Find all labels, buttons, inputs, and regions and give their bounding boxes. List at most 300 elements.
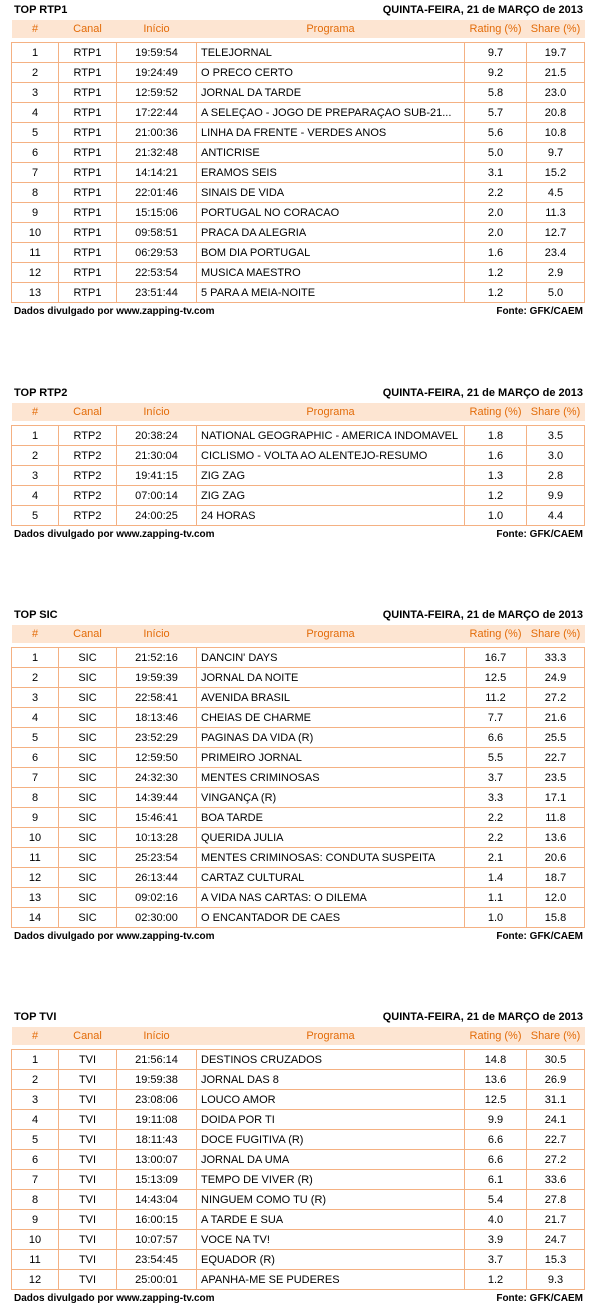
table-row	[12, 668, 585, 688]
column-header-num: #	[31, 1030, 39, 1042]
table-header-row	[12, 403, 585, 421]
table-row	[12, 748, 585, 768]
share-cell: 24.9	[527, 668, 585, 688]
rating-cell: 5.8	[465, 83, 527, 103]
ratings-table	[11, 1027, 585, 1290]
share-cell: 3.5	[527, 426, 585, 446]
start-time-cell: 18:13:46	[117, 708, 197, 728]
start-time-cell: 15:15:06	[117, 203, 197, 223]
rating-cell: 5.4	[465, 1190, 527, 1210]
rating-cell: 2.2	[465, 828, 527, 848]
start-time-cell: 14:14:21	[117, 163, 197, 183]
table-row	[12, 808, 585, 828]
share-cell: 13.6	[527, 828, 585, 848]
rank-cell: 1	[12, 43, 59, 63]
rating-cell: 6.1	[465, 1170, 527, 1190]
rank-cell: 4	[12, 1110, 59, 1130]
rank-cell: 10	[12, 828, 59, 848]
start-time-cell: 19:59:54	[117, 43, 197, 63]
section-title: TOP RTP1	[14, 4, 68, 16]
start-time-cell: 25:23:54	[117, 848, 197, 868]
column-header-canal: Canal	[73, 628, 102, 640]
rating-cell: 1.2	[465, 283, 527, 303]
rating-cell: 5.6	[465, 123, 527, 143]
data-credit: Dados divulgado por www.zapping-tv.com	[14, 529, 215, 540]
share-cell: 30.5	[527, 1050, 585, 1070]
channel-cell: SIC	[59, 828, 117, 848]
rank-cell: 12	[12, 1270, 59, 1290]
program-cell: O PRECO CERTO	[197, 63, 465, 83]
channel-cell: RTP1	[59, 123, 117, 143]
rank-cell: 1	[12, 648, 59, 668]
column-header-share: Share (%)	[530, 23, 581, 35]
column-header-inicio: Início	[143, 628, 170, 640]
rank-cell: 3	[12, 688, 59, 708]
rating-cell: 12.5	[465, 668, 527, 688]
share-cell: 24.1	[527, 1110, 585, 1130]
table-row	[12, 223, 585, 243]
column-header-canal: Canal	[73, 1030, 102, 1042]
share-cell: 25.5	[527, 728, 585, 748]
program-cell: LOUCO AMOR	[197, 1090, 465, 1110]
rating-cell: 1.2	[465, 263, 527, 283]
share-cell: 4.5	[527, 183, 585, 203]
rating-cell: 16.7	[465, 648, 527, 668]
rank-cell: 9	[12, 203, 59, 223]
rank-cell: 2	[12, 1070, 59, 1090]
program-cell: 24 HORAS	[197, 506, 465, 526]
program-cell: PORTUGAL NO CORACAO	[197, 203, 465, 223]
rank-cell: 4	[12, 486, 59, 506]
start-time-cell: 23:52:29	[117, 728, 197, 748]
share-cell: 21.7	[527, 1210, 585, 1230]
table-row	[12, 123, 585, 143]
program-cell: PAGINAS DA VIDA (R)	[197, 728, 465, 748]
start-time-cell: 25:00:01	[117, 1270, 197, 1290]
table-row	[12, 103, 585, 123]
table-row	[12, 1130, 585, 1150]
start-time-cell: 19:59:39	[117, 668, 197, 688]
program-cell: ZIG ZAG	[197, 486, 465, 506]
rating-cell: 1.2	[465, 1270, 527, 1290]
share-cell: 18.7	[527, 868, 585, 888]
channel-cell: SIC	[59, 788, 117, 808]
data-source: Fonte: GFK/CAEM	[496, 931, 583, 942]
rating-cell: 1.3	[465, 466, 527, 486]
rank-cell: 11	[12, 1250, 59, 1270]
share-cell: 20.6	[527, 848, 585, 868]
rating-cell: 3.3	[465, 788, 527, 808]
section-title: TOP SIC	[14, 609, 58, 621]
rank-cell: 9	[12, 1210, 59, 1230]
channel-cell: RTP2	[59, 506, 117, 526]
table-row	[12, 426, 585, 446]
rank-cell: 7	[12, 1170, 59, 1190]
program-cell: DOCE FUGITIVA (R)	[197, 1130, 465, 1150]
rank-cell: 6	[12, 143, 59, 163]
rating-cell: 9.7	[465, 43, 527, 63]
share-cell: 24.7	[527, 1230, 585, 1250]
column-header-share: Share (%)	[530, 1030, 581, 1042]
program-cell: A SELEÇAO - JOGO DE PREPARAÇAO SUB-21...	[197, 103, 465, 123]
table-row	[12, 888, 585, 908]
channel-cell: RTP1	[59, 163, 117, 183]
share-cell: 4.4	[527, 506, 585, 526]
program-cell: NINGUEM COMO TU (R)	[197, 1190, 465, 1210]
channel-cell: SIC	[59, 768, 117, 788]
section-header	[11, 0, 583, 20]
program-cell: MENTES CRIMINOSAS: CONDUTA SUSPEITA	[197, 848, 465, 868]
table-row	[12, 708, 585, 728]
start-time-cell: 13:00:07	[117, 1150, 197, 1170]
data-credit: Dados divulgado por www.zapping-tv.com	[14, 1293, 215, 1304]
rank-cell: 2	[12, 446, 59, 466]
column-header-num: #	[31, 406, 39, 418]
start-time-cell: 21:00:36	[117, 123, 197, 143]
table-row	[12, 1190, 585, 1210]
share-cell: 5.0	[527, 283, 585, 303]
start-time-cell: 22:53:54	[117, 263, 197, 283]
data-source: Fonte: GFK/CAEM	[496, 1293, 583, 1304]
section-header	[11, 383, 583, 403]
share-cell: 20.8	[527, 103, 585, 123]
channel-cell: TVI	[59, 1210, 117, 1230]
program-cell: JORNAL DAS 8	[197, 1070, 465, 1090]
start-time-cell: 07:00:14	[117, 486, 197, 506]
start-time-cell: 19:11:08	[117, 1110, 197, 1130]
table-row	[12, 63, 585, 83]
start-time-cell: 09:02:16	[117, 888, 197, 908]
table-row	[12, 163, 585, 183]
program-cell: DESTINOS CRUZADOS	[197, 1050, 465, 1070]
rank-cell: 6	[12, 748, 59, 768]
channel-cell: RTP2	[59, 466, 117, 486]
channel-cell: TVI	[59, 1190, 117, 1210]
section-3	[0, 1007, 605, 1308]
channel-cell: RTP1	[59, 43, 117, 63]
start-time-cell: 24:00:25	[117, 506, 197, 526]
ratings-table	[11, 20, 585, 303]
table-row	[12, 908, 585, 928]
rating-cell: 9.2	[465, 63, 527, 83]
start-time-cell: 23:51:44	[117, 283, 197, 303]
rank-cell: 11	[12, 848, 59, 868]
rating-cell: 2.2	[465, 183, 527, 203]
rating-cell: 2.1	[465, 848, 527, 868]
table-row	[12, 1210, 585, 1230]
rank-cell: 14	[12, 908, 59, 928]
table-row	[12, 1270, 585, 1290]
start-time-cell: 12:59:52	[117, 83, 197, 103]
share-cell: 9.3	[527, 1270, 585, 1290]
table-row	[12, 828, 585, 848]
program-cell: BOM DIA PORTUGAL	[197, 243, 465, 263]
start-time-cell: 26:13:44	[117, 868, 197, 888]
share-cell: 19.7	[527, 43, 585, 63]
program-cell: DOIDA POR TI	[197, 1110, 465, 1130]
channel-cell: RTP1	[59, 203, 117, 223]
rating-cell: 2.0	[465, 223, 527, 243]
share-cell: 33.6	[527, 1170, 585, 1190]
start-time-cell: 21:30:04	[117, 446, 197, 466]
channel-cell: RTP2	[59, 486, 117, 506]
rating-cell: 11.2	[465, 688, 527, 708]
share-cell: 31.1	[527, 1090, 585, 1110]
start-time-cell: 24:32:30	[117, 768, 197, 788]
table-row	[12, 1070, 585, 1090]
start-time-cell: 19:59:38	[117, 1070, 197, 1090]
rank-cell: 2	[12, 63, 59, 83]
rank-cell: 8	[12, 183, 59, 203]
share-cell: 2.9	[527, 263, 585, 283]
table-row	[12, 768, 585, 788]
start-time-cell: 15:46:41	[117, 808, 197, 828]
channel-cell: RTP1	[59, 263, 117, 283]
start-time-cell: 17:22:44	[117, 103, 197, 123]
start-time-cell: 18:11:43	[117, 1130, 197, 1150]
rank-cell: 4	[12, 103, 59, 123]
report-date: QUINTA-FEIRA, 21 de MARÇO de 2013	[382, 4, 583, 16]
rank-cell: 13	[12, 283, 59, 303]
channel-cell: SIC	[59, 688, 117, 708]
column-header-programa: Programa	[306, 628, 355, 640]
start-time-cell: 21:52:16	[117, 648, 197, 668]
share-cell: 23.0	[527, 83, 585, 103]
table-row	[12, 1150, 585, 1170]
rank-cell: 3	[12, 466, 59, 486]
program-cell: EQUADOR (R)	[197, 1250, 465, 1270]
program-cell: LINHA DA FRENTE - VERDES ANOS	[197, 123, 465, 143]
section-title: TOP TVI	[14, 1011, 57, 1023]
start-time-cell: 14:39:44	[117, 788, 197, 808]
channel-cell: SIC	[59, 888, 117, 908]
channel-cell: SIC	[59, 868, 117, 888]
rank-cell: 5	[12, 728, 59, 748]
rating-cell: 3.9	[465, 1230, 527, 1250]
data-source: Fonte: GFK/CAEM	[496, 306, 583, 317]
start-time-cell: 23:54:45	[117, 1250, 197, 1270]
rating-cell: 1.6	[465, 243, 527, 263]
table-row	[12, 143, 585, 163]
column-header-programa: Programa	[306, 406, 355, 418]
share-cell: 15.8	[527, 908, 585, 928]
section-footer	[11, 526, 583, 544]
channel-cell: RTP2	[59, 426, 117, 446]
start-time-cell: 22:01:46	[117, 183, 197, 203]
table-header-row	[12, 625, 585, 643]
table-row	[12, 83, 585, 103]
section-header	[11, 1007, 583, 1027]
share-cell: 15.2	[527, 163, 585, 183]
program-cell: VOCE NA TV!	[197, 1230, 465, 1250]
program-cell: A VIDA NAS CARTAS: O DILEMA	[197, 888, 465, 908]
channel-cell: RTP1	[59, 83, 117, 103]
rank-cell: 7	[12, 768, 59, 788]
rank-cell: 2	[12, 668, 59, 688]
table-row	[12, 183, 585, 203]
program-cell: QUERIDA JULIA	[197, 828, 465, 848]
channel-cell: TVI	[59, 1110, 117, 1130]
rating-cell: 2.0	[465, 203, 527, 223]
program-cell: AVENIDA BRASIL	[197, 688, 465, 708]
share-cell: 21.6	[527, 708, 585, 728]
table-row	[12, 1230, 585, 1250]
start-time-cell: 09:58:51	[117, 223, 197, 243]
program-cell: APANHA-ME SE PUDERES	[197, 1270, 465, 1290]
rating-cell: 7.7	[465, 708, 527, 728]
channel-cell: SIC	[59, 808, 117, 828]
rating-cell: 2.2	[465, 808, 527, 828]
start-time-cell: 21:56:14	[117, 1050, 197, 1070]
rating-cell: 12.5	[465, 1090, 527, 1110]
program-cell: TEMPO DE VIVER (R)	[197, 1170, 465, 1190]
start-time-cell: 10:07:57	[117, 1230, 197, 1250]
table-row	[12, 1050, 585, 1070]
start-time-cell: 12:59:50	[117, 748, 197, 768]
channel-cell: RTP2	[59, 446, 117, 466]
program-cell: ZIG ZAG	[197, 466, 465, 486]
section-0	[0, 0, 605, 321]
program-cell: ANTICRISE	[197, 143, 465, 163]
data-source: Fonte: GFK/CAEM	[496, 529, 583, 540]
rating-cell: 5.5	[465, 748, 527, 768]
ratings-table	[11, 625, 585, 928]
column-header-rating: Rating (%)	[469, 1030, 522, 1042]
rating-cell: 9.9	[465, 1110, 527, 1130]
channel-cell: SIC	[59, 848, 117, 868]
start-time-cell: 23:08:06	[117, 1090, 197, 1110]
rating-cell: 1.6	[465, 446, 527, 466]
data-credit: Dados divulgado por www.zapping-tv.com	[14, 306, 215, 317]
rank-cell: 9	[12, 808, 59, 828]
program-cell: PRIMEIRO JORNAL	[197, 748, 465, 768]
rating-cell: 14.8	[465, 1050, 527, 1070]
share-cell: 2.8	[527, 466, 585, 486]
table-row	[12, 848, 585, 868]
table-header-row	[12, 20, 585, 38]
column-header-canal: Canal	[73, 23, 102, 35]
channel-cell: SIC	[59, 748, 117, 768]
share-cell: 27.2	[527, 1150, 585, 1170]
section-footer	[11, 928, 583, 946]
rank-cell: 8	[12, 1190, 59, 1210]
rating-cell: 3.7	[465, 768, 527, 788]
program-cell: VINGANÇA (R)	[197, 788, 465, 808]
channel-cell: TVI	[59, 1090, 117, 1110]
start-time-cell: 19:24:49	[117, 63, 197, 83]
share-cell: 17.1	[527, 788, 585, 808]
table-row	[12, 788, 585, 808]
channel-cell: SIC	[59, 728, 117, 748]
column-header-inicio: Início	[143, 1030, 170, 1042]
program-cell: 5 PARA A MEIA-NOITE	[197, 283, 465, 303]
start-time-cell: 15:13:09	[117, 1170, 197, 1190]
rating-cell: 4.0	[465, 1210, 527, 1230]
start-time-cell: 14:43:04	[117, 1190, 197, 1210]
program-cell: MENTES CRIMINOSAS	[197, 768, 465, 788]
section-footer	[11, 1290, 583, 1308]
rank-cell: 5	[12, 1130, 59, 1150]
rank-cell: 12	[12, 868, 59, 888]
share-cell: 26.9	[527, 1070, 585, 1090]
channel-cell: RTP1	[59, 283, 117, 303]
program-cell: MUSICA MAESTRO	[197, 263, 465, 283]
column-header-rating: Rating (%)	[469, 628, 522, 640]
share-cell: 27.2	[527, 688, 585, 708]
share-cell: 9.9	[527, 486, 585, 506]
rating-cell: 5.7	[465, 103, 527, 123]
table-row	[12, 1170, 585, 1190]
column-header-programa: Programa	[306, 1030, 355, 1042]
rank-cell: 1	[12, 1050, 59, 1070]
program-cell: SINAIS DE VIDA	[197, 183, 465, 203]
channel-cell: TVI	[59, 1150, 117, 1170]
rating-cell: 6.6	[465, 1150, 527, 1170]
channel-cell: SIC	[59, 648, 117, 668]
program-cell: A TARDE E SUA	[197, 1210, 465, 1230]
rank-cell: 10	[12, 1230, 59, 1250]
table-row	[12, 688, 585, 708]
table-row	[12, 243, 585, 263]
column-header-inicio: Início	[143, 406, 170, 418]
program-cell: O ENCANTADOR DE CAES	[197, 908, 465, 928]
rating-cell: 1.1	[465, 888, 527, 908]
table-row	[12, 868, 585, 888]
section-header	[11, 605, 583, 625]
rank-cell: 13	[12, 888, 59, 908]
channel-cell: RTP1	[59, 223, 117, 243]
rank-cell: 6	[12, 1150, 59, 1170]
rating-cell: 1.0	[465, 908, 527, 928]
channel-cell: TVI	[59, 1050, 117, 1070]
rank-cell: 12	[12, 263, 59, 283]
data-credit: Dados divulgado por www.zapping-tv.com	[14, 931, 215, 942]
channel-cell: TVI	[59, 1230, 117, 1250]
rating-cell: 3.1	[465, 163, 527, 183]
column-header-rating: Rating (%)	[469, 23, 522, 35]
program-cell: PRACA DA ALEGRIA	[197, 223, 465, 243]
share-cell: 3.0	[527, 446, 585, 466]
start-time-cell: 10:13:28	[117, 828, 197, 848]
table-row	[12, 1110, 585, 1130]
rank-cell: 10	[12, 223, 59, 243]
rating-cell: 6.6	[465, 1130, 527, 1150]
channel-cell: TVI	[59, 1130, 117, 1150]
start-time-cell: 21:32:48	[117, 143, 197, 163]
rating-cell: 3.7	[465, 1250, 527, 1270]
column-header-num: #	[31, 23, 39, 35]
channel-cell: SIC	[59, 708, 117, 728]
program-cell: BOA TARDE	[197, 808, 465, 828]
table-row	[12, 43, 585, 63]
ratings-table	[11, 403, 585, 526]
program-cell: CICLISMO - VOLTA AO ALENTEJO-RESUMO	[197, 446, 465, 466]
rank-cell: 8	[12, 788, 59, 808]
program-cell: JORNAL DA TARDE	[197, 83, 465, 103]
program-cell: DANCIN' DAYS	[197, 648, 465, 668]
column-header-inicio: Início	[143, 23, 170, 35]
program-cell: JORNAL DA UMA	[197, 1150, 465, 1170]
channel-cell: TVI	[59, 1070, 117, 1090]
channel-cell: SIC	[59, 668, 117, 688]
table-row	[12, 203, 585, 223]
column-header-programa: Programa	[306, 23, 355, 35]
rating-cell: 1.8	[465, 426, 527, 446]
share-cell: 21.5	[527, 63, 585, 83]
rating-cell: 13.6	[465, 1070, 527, 1090]
start-time-cell: 02:30:00	[117, 908, 197, 928]
rank-cell: 3	[12, 83, 59, 103]
